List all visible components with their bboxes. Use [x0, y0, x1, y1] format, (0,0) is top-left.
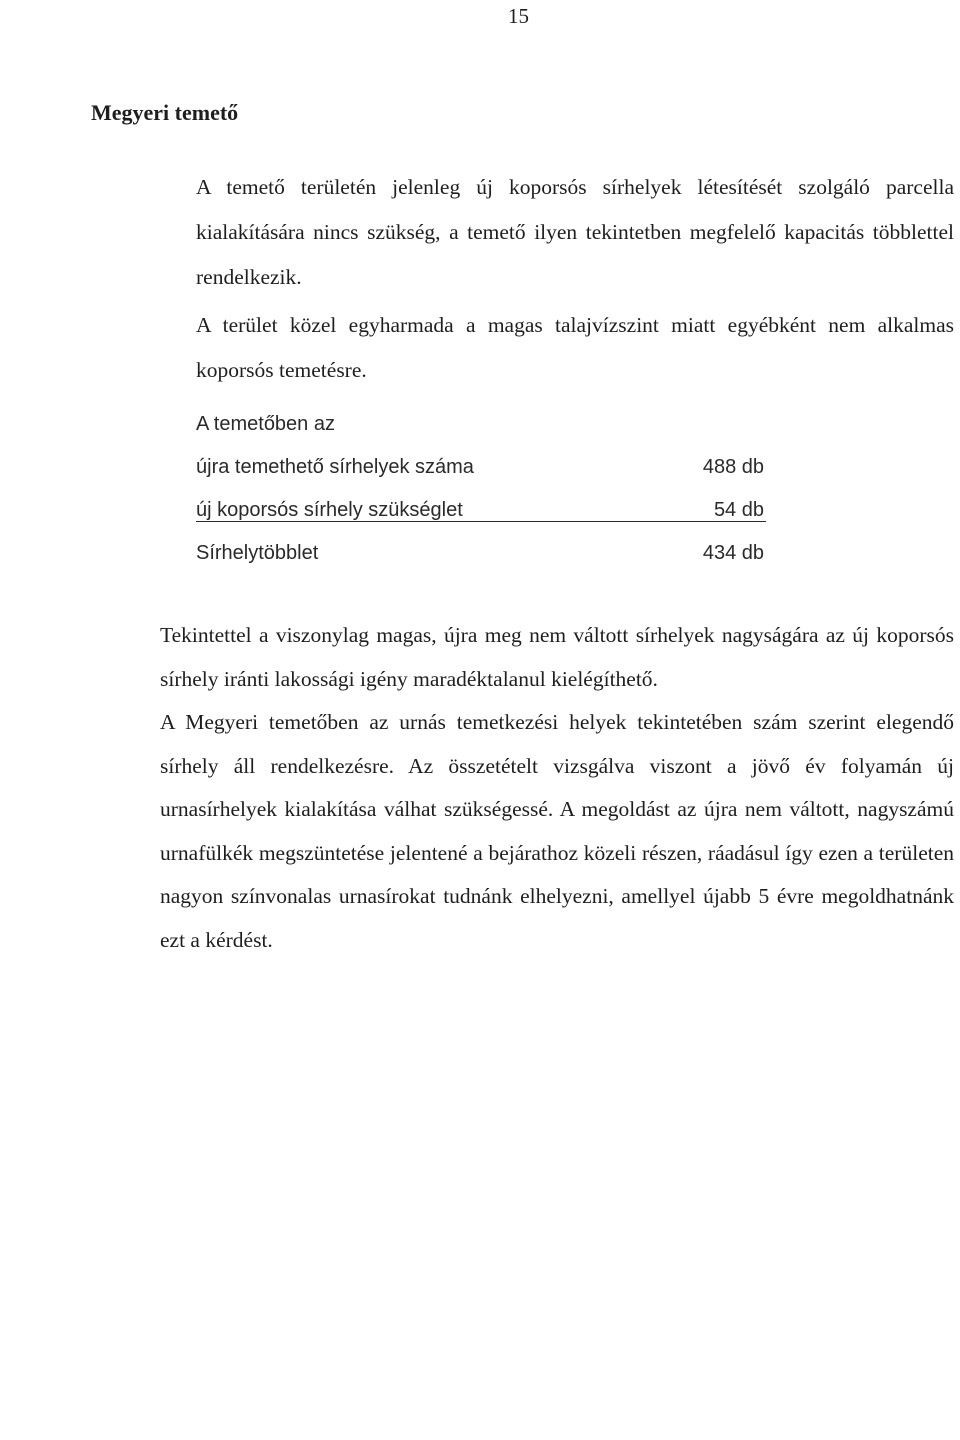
- table-row: [196, 491, 766, 534]
- grave-statistics-table: [196, 405, 766, 577]
- section-heading: Megyeri temető: [91, 100, 239, 125]
- paragraph-urn-graves: A Megyeri temetőben az urnás temetkezési helyek tekintetében szám szerint elegendő sírhely áll rendelkezésre. Az összetételt vizsgálva viszont a jövő év folyamán új urnasírhelyek kialakítása válhat szükségessé. A megoldást az újra nem váltott, nagyszámú urnafülkék megszüntetése jelentené a bejárathoz közeli részen, ráadásul így ezen a területen nagyon színvonalas urnasírokat tudnánk elhelyezni, amellyel újabb 5 évre megoldhatnánk ezt a kérdést.: [160, 710, 954, 952]
- table-caption: A temetőben az: [196, 413, 335, 435]
- row-label: új koporsós sírhely szükséglet: [196, 499, 463, 521]
- row-value: 488 db: [702, 456, 764, 478]
- paragraph-capacity: A temető területén jelenleg új koporsós sírhelyek létesítését szolgáló parcella kialakítására nincs szükség, a temető ilyen tekintetben megfelelő kapacitás többlettel rendelkezik.: [196, 175, 954, 289]
- table-row-total: [196, 534, 766, 577]
- table-row: [196, 448, 766, 491]
- row-label: újra temethető sírhelyek száma: [196, 456, 474, 478]
- page-number: 15: [508, 4, 529, 28]
- paragraph-groundwater: A terület közel egyharmada a magas talajvízszint miatt egyébként nem alkalmas koporsós temetésre.: [196, 313, 954, 382]
- row-value: 54 db: [713, 499, 764, 521]
- paragraph-demand: Tekintettel a viszonylag magas, újra meg nem váltott sírhelyek nagyságára az új koporsós sírhely iránti lakossági igény maradéktalanul kielégíthető.: [160, 623, 954, 691]
- row-value: 434 db: [702, 542, 764, 564]
- row-label: Sírhelytöbblet: [196, 542, 319, 564]
